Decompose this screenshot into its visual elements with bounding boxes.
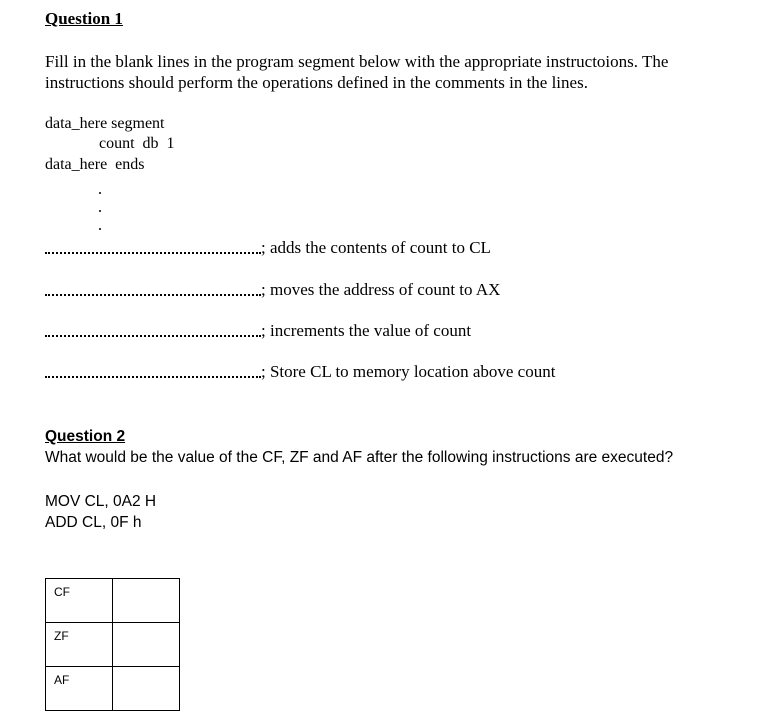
flag-row-cf xyxy=(46,579,180,623)
question-2-heading: Question 2 xyxy=(45,428,126,445)
code-line-count-db: count db 1 xyxy=(99,135,175,152)
blank-line-4[interactable] xyxy=(45,376,261,378)
code-line-data-ends: data_here ends xyxy=(45,156,145,173)
question-1-instructions-line-2: instructions should perform the operations defined in the comments in the lines. xyxy=(45,73,588,92)
flag-value-af[interactable] xyxy=(113,667,180,711)
blank-3-comment: ; increments the value of count xyxy=(261,321,472,340)
blank-line-3[interactable] xyxy=(45,335,261,337)
ellipsis-dot xyxy=(99,228,101,230)
question-1-instructions-line-1: Fill in the blank lines in the program segment below with the appropriate instructoions. The xyxy=(45,52,669,71)
ellipsis-dot xyxy=(99,192,101,194)
flag-row-af xyxy=(46,667,180,711)
flag-value-zf[interactable] xyxy=(113,623,180,667)
ellipsis-dot xyxy=(99,210,101,212)
code-line-mov: MOV CL, 0A2 H xyxy=(45,493,157,510)
blank-4-comment: ; Store CL to memory location above count xyxy=(261,362,556,381)
code-line-data-segment: data_here segment xyxy=(45,115,165,132)
blank-2-comment: ; moves the address of count to AX xyxy=(261,280,501,299)
flag-name-af: AF xyxy=(46,667,113,711)
flag-value-cf[interactable] xyxy=(113,579,180,623)
flags-table xyxy=(45,578,180,711)
flag-name-cf: CF xyxy=(46,579,113,623)
question-2-prompt: What would be the value of the CF, ZF and AF after the following instructions are executed? xyxy=(45,449,674,466)
flag-name-zf: ZF xyxy=(46,623,113,667)
code-line-add: ADD CL, 0F h xyxy=(45,514,142,531)
blank-line-2[interactable] xyxy=(45,294,261,296)
question-1-heading: Question 1 xyxy=(45,9,123,28)
blank-1-comment: ; adds the contents of count to CL xyxy=(261,238,491,257)
blank-line-1[interactable] xyxy=(45,252,261,254)
flag-row-zf xyxy=(46,623,180,667)
